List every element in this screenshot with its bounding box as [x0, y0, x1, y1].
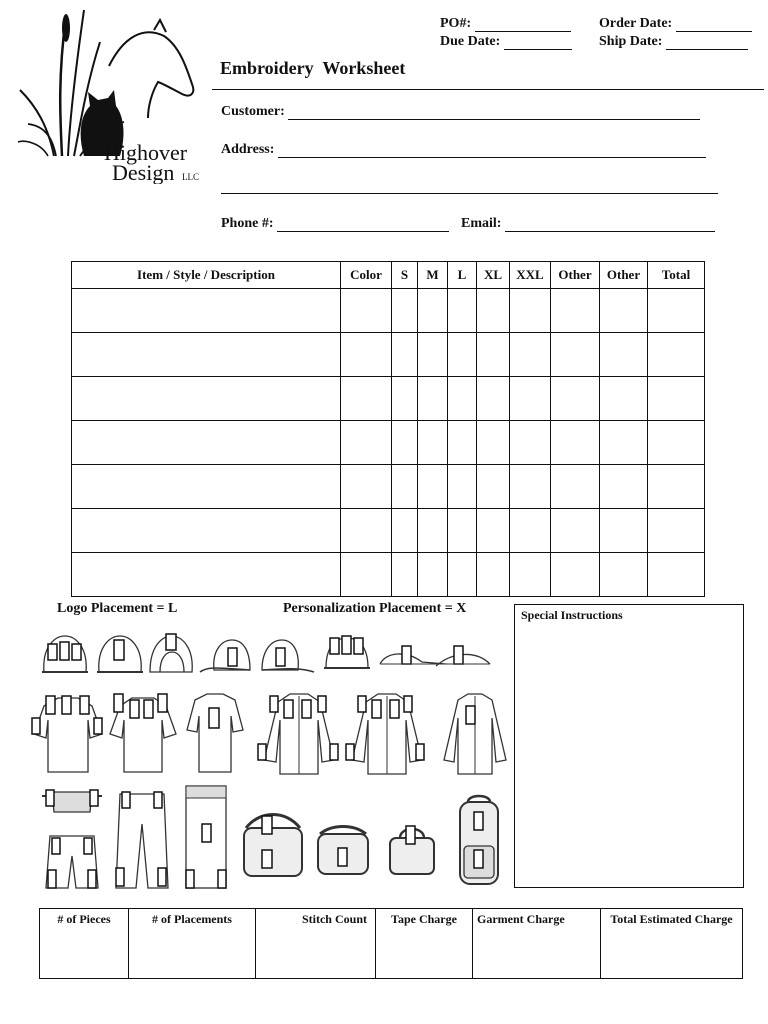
table-row	[72, 377, 705, 421]
col-placements[interactable]: # of Placements	[129, 909, 256, 979]
table-cell[interactable]	[418, 465, 448, 509]
col-total-estimated[interactable]: Total Estimated Charge	[601, 909, 743, 979]
table-cell[interactable]	[477, 509, 510, 553]
table-cell[interactable]	[72, 289, 341, 333]
table-cell[interactable]	[600, 509, 648, 553]
towel-icon[interactable]	[182, 784, 232, 897]
header-divider	[212, 89, 764, 90]
horse-cat-logo-icon	[14, 6, 210, 184]
ship-date-input-line[interactable]	[666, 49, 748, 50]
table-cell[interactable]	[648, 509, 705, 553]
table-cell[interactable]	[600, 421, 648, 465]
page-title: Embroidery Worksheet	[220, 58, 406, 78]
col-xxl: XXL	[510, 262, 551, 289]
table-cell[interactable]	[448, 553, 477, 597]
table-cell[interactable]	[392, 465, 418, 509]
col-stitch-count[interactable]: Stitch Count	[256, 909, 376, 979]
email-field[interactable]	[461, 216, 715, 232]
order-date-input-line[interactable]	[676, 31, 752, 32]
table-cell[interactable]	[341, 421, 392, 465]
special-instructions-box[interactable]	[514, 604, 744, 888]
table-cell[interactable]	[418, 333, 448, 377]
table-cell[interactable]	[600, 465, 648, 509]
table-cell[interactable]	[341, 553, 392, 597]
cap-icon[interactable]	[198, 632, 256, 683]
charges-row	[40, 909, 743, 979]
table-cell[interactable]	[392, 421, 418, 465]
table-cell[interactable]	[477, 553, 510, 597]
table-cell[interactable]	[600, 553, 648, 597]
table-cell[interactable]	[477, 421, 510, 465]
col-total: Total	[648, 262, 705, 289]
items-table	[71, 261, 705, 597]
phone-field[interactable]	[221, 216, 449, 232]
table-cell[interactable]	[648, 289, 705, 333]
table-cell[interactable]	[448, 289, 477, 333]
table-cell[interactable]	[648, 333, 705, 377]
table-cell[interactable]	[72, 333, 341, 377]
table-cell[interactable]	[477, 465, 510, 509]
table-cell[interactable]	[551, 553, 600, 597]
jacket-icon[interactable]	[344, 690, 430, 781]
table-cell[interactable]	[341, 509, 392, 553]
backpack-icon[interactable]	[454, 792, 504, 893]
address-input-line[interactable]	[278, 157, 706, 158]
table-cell[interactable]	[477, 377, 510, 421]
table-cell[interactable]	[448, 421, 477, 465]
email-input-line[interactable]	[505, 231, 715, 232]
table-cell[interactable]	[477, 333, 510, 377]
table-cell[interactable]	[418, 553, 448, 597]
table-cell[interactable]	[551, 289, 600, 333]
table-cell[interactable]	[392, 553, 418, 597]
table-cell[interactable]	[510, 553, 551, 597]
table-row	[72, 553, 705, 597]
table-cell[interactable]	[510, 465, 551, 509]
t-shirt-icon[interactable]	[185, 690, 245, 781]
table-cell[interactable]	[648, 377, 705, 421]
table-row	[72, 465, 705, 509]
phone-input-line[interactable]	[277, 231, 449, 232]
table-cell[interactable]	[418, 289, 448, 333]
table-cell[interactable]	[510, 333, 551, 377]
customer-field[interactable]	[221, 104, 700, 120]
cap-icon[interactable]	[95, 632, 145, 683]
due-date-field[interactable]	[440, 34, 572, 50]
table-cell[interactable]	[551, 509, 600, 553]
table-cell[interactable]	[510, 377, 551, 421]
items-header-row	[72, 262, 705, 289]
table-cell[interactable]	[551, 465, 600, 509]
table-cell[interactable]	[448, 377, 477, 421]
col-s: S	[392, 262, 418, 289]
personalization-placement-label: Personalization Placement = X	[283, 601, 467, 616]
jacket-icon[interactable]	[440, 690, 510, 781]
tote-bag-icon[interactable]	[386, 820, 438, 883]
table-cell[interactable]	[510, 509, 551, 553]
col-garment-charge[interactable]: Garment Charge	[473, 909, 601, 979]
phone-label: Phone #:	[221, 216, 274, 231]
visor-icon[interactable]	[322, 632, 372, 683]
email-label: Email:	[461, 216, 502, 231]
customer-label: Customer:	[221, 104, 285, 119]
polo-shirt-icon[interactable]	[30, 690, 106, 781]
po-label: PO#:	[440, 16, 472, 31]
col-l: L	[448, 262, 477, 289]
col-other-2: Other	[600, 262, 648, 289]
table-row	[72, 289, 705, 333]
cap-icon[interactable]	[258, 632, 316, 683]
charges-table	[39, 908, 743, 979]
cooler-bag-icon[interactable]	[314, 820, 372, 883]
due-date-label: Due Date:	[440, 34, 501, 49]
apron-icon[interactable]	[40, 786, 104, 821]
table-cell[interactable]	[418, 377, 448, 421]
col-item: Item / Style / Description	[72, 262, 341, 289]
table-cell[interactable]	[600, 289, 648, 333]
table-cell[interactable]	[551, 377, 600, 421]
company-logo	[14, 6, 210, 184]
col-other-1: Other	[551, 262, 600, 289]
col-m: M	[418, 262, 448, 289]
table-cell[interactable]	[392, 377, 418, 421]
table-cell[interactable]	[72, 377, 341, 421]
pants-icon[interactable]	[112, 790, 172, 897]
table-cell[interactable]	[551, 333, 600, 377]
customer-input-line[interactable]	[288, 119, 700, 120]
address-field[interactable]	[221, 142, 706, 158]
polo-shirt-icon[interactable]	[108, 690, 178, 781]
table-cell[interactable]	[72, 465, 341, 509]
table-cell[interactable]	[392, 509, 418, 553]
po-field[interactable]	[440, 16, 571, 32]
table-cell[interactable]	[341, 377, 392, 421]
table-cell[interactable]	[392, 333, 418, 377]
order-date-label: Order Date:	[599, 16, 673, 31]
address-line-2[interactable]	[221, 193, 718, 194]
table-cell[interactable]	[448, 465, 477, 509]
table-cell[interactable]	[551, 421, 600, 465]
logo-suffix: LLC	[182, 172, 199, 182]
special-instructions-label: Special Instructions	[521, 608, 623, 622]
table-cell[interactable]	[648, 465, 705, 509]
table-cell[interactable]	[72, 509, 341, 553]
table-cell[interactable]	[448, 509, 477, 553]
table-cell[interactable]	[72, 553, 341, 597]
table-cell[interactable]	[392, 289, 418, 333]
address-label: Address:	[221, 142, 275, 157]
table-cell[interactable]	[341, 465, 392, 509]
order-date-field[interactable]	[599, 16, 752, 32]
table-cell[interactable]	[418, 421, 448, 465]
table-cell[interactable]	[648, 421, 705, 465]
table-cell[interactable]	[600, 333, 648, 377]
col-pieces[interactable]: # of Pieces	[40, 909, 129, 979]
table-row	[72, 333, 705, 377]
items-body	[72, 289, 705, 597]
table-cell[interactable]	[341, 289, 392, 333]
ship-date-field[interactable]	[599, 34, 748, 50]
logo-line1: Highover	[104, 140, 188, 165]
cap-icon[interactable]	[146, 632, 196, 683]
jacket-icon[interactable]	[256, 690, 342, 781]
duffel-bag-icon[interactable]	[240, 810, 306, 885]
table-cell[interactable]	[341, 333, 392, 377]
col-color: Color	[341, 262, 392, 289]
table-cell[interactable]	[510, 421, 551, 465]
table-cell[interactable]	[72, 421, 341, 465]
cap-icon[interactable]	[40, 632, 90, 683]
table-cell[interactable]	[448, 333, 477, 377]
table-cell[interactable]	[648, 553, 705, 597]
logo-placement-label: Logo Placement = L	[57, 601, 178, 616]
table-row	[72, 509, 705, 553]
visor-icon[interactable]	[376, 640, 494, 679]
col-xl: XL	[477, 262, 510, 289]
shorts-icon[interactable]	[42, 832, 102, 897]
ship-date-label: Ship Date:	[599, 34, 663, 49]
po-input-line[interactable]	[475, 31, 571, 32]
col-tape-charge[interactable]: Tape Charge	[376, 909, 473, 979]
table-cell[interactable]	[600, 377, 648, 421]
table-cell[interactable]	[510, 289, 551, 333]
due-date-input-line[interactable]	[504, 49, 572, 50]
table-cell[interactable]	[418, 509, 448, 553]
logo-line2: Design	[112, 160, 175, 184]
table-cell[interactable]	[477, 289, 510, 333]
table-row	[72, 421, 705, 465]
